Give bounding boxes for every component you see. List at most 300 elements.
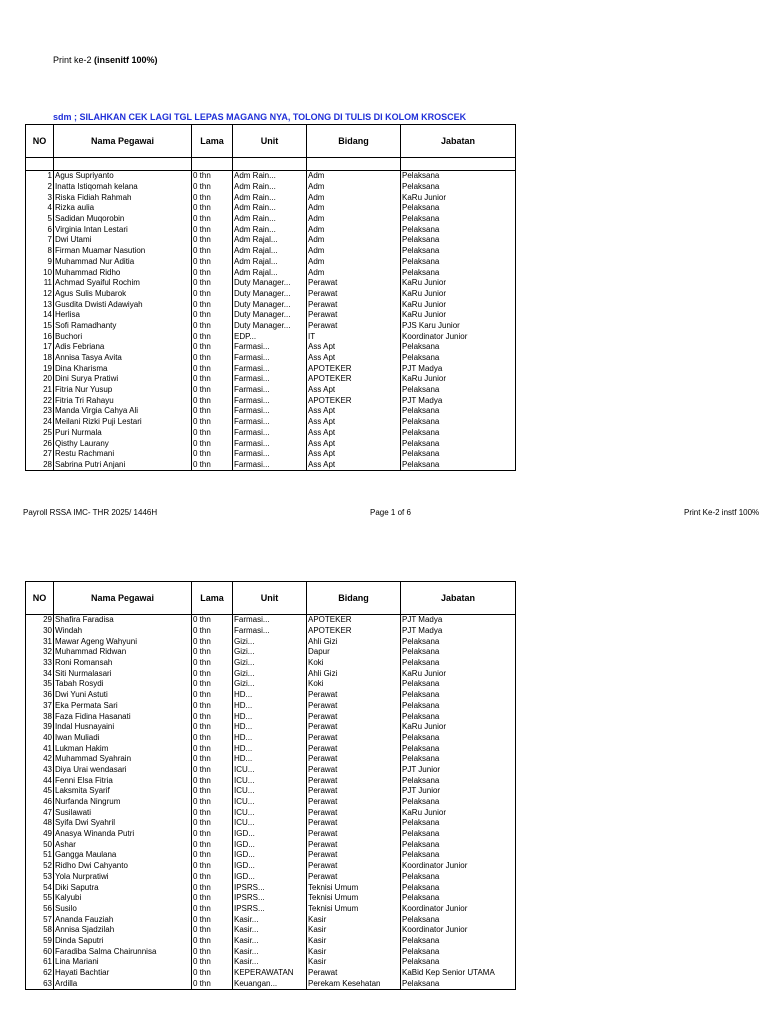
cell-bidang: Perawat — [307, 861, 401, 872]
cell-nama-pegawai: Annisa Tasya Avita — [54, 353, 192, 364]
cell-jabatan: KaRu Junior — [401, 374, 516, 385]
cell-bidang: Perawat — [307, 829, 401, 840]
cell-nama-pegawai: Dina Kharisma — [54, 363, 192, 374]
cell-jabatan: Pelaksana — [401, 257, 516, 268]
cell-no: 23 — [26, 406, 54, 417]
cell-lama: 0 thn — [192, 925, 233, 936]
cell-unit: Adm Rain... — [233, 171, 307, 182]
cell-bidang: Perawat — [307, 786, 401, 797]
cell-jabatan: Pelaksana — [401, 850, 516, 861]
cell-no: 10 — [26, 267, 54, 278]
cell-bidang: Perawat — [307, 872, 401, 883]
cell-lama: 0 thn — [192, 775, 233, 786]
cell-bidang: Perawat — [307, 299, 401, 310]
cell-lama: 0 thn — [192, 203, 233, 214]
table-row — [26, 449, 516, 460]
cell-unit: IGD... — [233, 839, 307, 850]
cell-jabatan: KaBid Kep Senior UTAMA — [401, 968, 516, 979]
cell-bidang: Koki — [307, 658, 401, 669]
cell-bidang: IT — [307, 331, 401, 342]
cell-bidang: Perawat — [307, 775, 401, 786]
table-row — [26, 321, 516, 332]
cell-lama: 0 thn — [192, 257, 233, 268]
cell-lama: 0 thn — [192, 861, 233, 872]
cell-jabatan: Pelaksana — [401, 839, 516, 850]
cell-no: 40 — [26, 733, 54, 744]
table-row — [26, 615, 516, 626]
cell-unit: Farmasi... — [233, 449, 307, 460]
cell-lama: 0 thn — [192, 460, 233, 471]
table-row — [26, 246, 516, 257]
cell-lama: 0 thn — [192, 278, 233, 289]
cell-unit: IPSRS... — [233, 904, 307, 915]
table-row — [26, 647, 516, 658]
cell-no: 49 — [26, 829, 54, 840]
cell-bidang: Perawat — [307, 754, 401, 765]
cell-bidang: Perawat — [307, 711, 401, 722]
cell-unit: IGD... — [233, 829, 307, 840]
cell-nama-pegawai: Gangga Maulana — [54, 850, 192, 861]
cell-bidang: Adm — [307, 267, 401, 278]
cell-nama-pegawai: Laksmita Syarif — [54, 786, 192, 797]
cell-lama: 0 thn — [192, 701, 233, 712]
cell-unit: Kasir... — [233, 957, 307, 968]
cell-no: 4 — [26, 203, 54, 214]
print-note-prefix: Print ke-2 — [53, 55, 92, 65]
table-row — [26, 636, 516, 647]
table-row — [26, 925, 516, 936]
cell-lama: 0 thn — [192, 615, 233, 626]
cell-jabatan: KaRu Junior — [401, 289, 516, 300]
cell-jabatan: Pelaksana — [401, 438, 516, 449]
cell-jabatan: KaRu Junior — [401, 668, 516, 679]
cell-lama: 0 thn — [192, 342, 233, 353]
cell-lama: 0 thn — [192, 385, 233, 396]
cell-no: 11 — [26, 278, 54, 289]
cell-nama-pegawai: Diya Urai wendasari — [54, 765, 192, 776]
cell-lama: 0 thn — [192, 182, 233, 193]
cell-nama-pegawai: Lina Mariani — [54, 957, 192, 968]
cell-unit: Adm Rain... — [233, 203, 307, 214]
cell-bidang: Ass Apt — [307, 460, 401, 471]
cell-lama: 0 thn — [192, 246, 233, 257]
cell-no: 60 — [26, 946, 54, 957]
cell-unit: Farmasi... — [233, 363, 307, 374]
cell-jabatan: PJT Madya — [401, 626, 516, 637]
cell-nama-pegawai: Inatta Istiqomah kelana — [54, 182, 192, 193]
table-row — [26, 679, 516, 690]
cell-jabatan: Pelaksana — [401, 658, 516, 669]
cell-jabatan: Pelaksana — [401, 385, 516, 396]
table-row — [26, 668, 516, 679]
cell-bidang: Perawat — [307, 807, 401, 818]
cell-no: 5 — [26, 214, 54, 225]
cell-lama: 0 thn — [192, 214, 233, 225]
cell-bidang: Teknisi Umum — [307, 893, 401, 904]
cell-jabatan: KaRu Junior — [401, 310, 516, 321]
cell-jabatan: Pelaksana — [401, 946, 516, 957]
cell-unit: ICU... — [233, 807, 307, 818]
cell-bidang: Perekam Kesehatan — [307, 978, 401, 989]
cell-lama: 0 thn — [192, 374, 233, 385]
cell-bidang: Perawat — [307, 278, 401, 289]
cell-unit: Duty Manager... — [233, 310, 307, 321]
cell-unit: HD... — [233, 722, 307, 733]
table-row — [26, 257, 516, 268]
cell-unit: KEPERAWATAN — [233, 968, 307, 979]
cell-no: 22 — [26, 395, 54, 406]
cell-bidang: Teknisi Umum — [307, 904, 401, 915]
cell-nama-pegawai: Nurfanda Ningrum — [54, 797, 192, 808]
table-row — [26, 385, 516, 396]
cell-no: 52 — [26, 861, 54, 872]
cell-no: 25 — [26, 428, 54, 439]
cell-nama-pegawai: Muhammad Ridho — [54, 267, 192, 278]
cell-nama-pegawai: Agus Supriyanto — [54, 171, 192, 182]
cell-jabatan: KaRu Junior — [401, 722, 516, 733]
cell-no: 62 — [26, 968, 54, 979]
table-row — [26, 224, 516, 235]
table-row — [26, 882, 516, 893]
cell-jabatan: Pelaksana — [401, 171, 516, 182]
header-jabatan: Jabatan — [401, 125, 516, 158]
cell-nama-pegawai: Sabrina Putri Anjani — [54, 460, 192, 471]
cell-lama: 0 thn — [192, 946, 233, 957]
table-row — [26, 850, 516, 861]
header-unit: Unit — [233, 125, 307, 158]
table-row — [26, 957, 516, 968]
cell-jabatan: PJT Madya — [401, 363, 516, 374]
cell-bidang: Perawat — [307, 289, 401, 300]
cell-nama-pegawai: Herlisa — [54, 310, 192, 321]
cell-nama-pegawai: Iwan Muliadi — [54, 733, 192, 744]
cell-lama: 0 thn — [192, 786, 233, 797]
cell-jabatan: Pelaksana — [401, 679, 516, 690]
table-row — [26, 861, 516, 872]
cell-nama-pegawai: Faradiba Salma Chairunnisa — [54, 946, 192, 957]
cell-no: 15 — [26, 321, 54, 332]
cell-jabatan: KaRu Junior — [401, 807, 516, 818]
cell-nama-pegawai: Ridho Dwi Cahyanto — [54, 861, 192, 872]
cell-bidang: APOTEKER — [307, 395, 401, 406]
cell-unit: ICU... — [233, 775, 307, 786]
header-no: NO — [26, 125, 54, 158]
cell-nama-pegawai: Restu Rachmani — [54, 449, 192, 460]
table-row — [26, 395, 516, 406]
cell-no: 26 — [26, 438, 54, 449]
cell-jabatan: Pelaksana — [401, 957, 516, 968]
cell-lama: 0 thn — [192, 417, 233, 428]
cell-nama-pegawai: Windah — [54, 626, 192, 637]
table-row — [26, 946, 516, 957]
cell-unit: IPSRS... — [233, 882, 307, 893]
cell-lama: 0 thn — [192, 224, 233, 235]
cell-unit: Kasir... — [233, 925, 307, 936]
table-row — [26, 807, 516, 818]
cell-bidang: Perawat — [307, 310, 401, 321]
table-row — [26, 363, 516, 374]
cell-bidang: Teknisi Umum — [307, 882, 401, 893]
cell-unit: HD... — [233, 733, 307, 744]
cell-nama-pegawai: Gusdita Dwisti Adawiyah — [54, 299, 192, 310]
cell-bidang: Perawat — [307, 733, 401, 744]
cell-lama: 0 thn — [192, 310, 233, 321]
cell-jabatan: Pelaksana — [401, 636, 516, 647]
employee-table-page-2 — [25, 581, 516, 990]
cell-unit: Adm Rain... — [233, 224, 307, 235]
header-nama-pegawai: Nama Pegawai — [54, 125, 192, 158]
cell-no: 7 — [26, 235, 54, 246]
cell-nama-pegawai: Anasya Winanda Putri — [54, 829, 192, 840]
cell-jabatan: Pelaksana — [401, 203, 516, 214]
cell-jabatan: Pelaksana — [401, 882, 516, 893]
cell-lama: 0 thn — [192, 957, 233, 968]
table-row — [26, 438, 516, 449]
cell-no: 47 — [26, 807, 54, 818]
cell-nama-pegawai: Ashar — [54, 839, 192, 850]
cell-no: 51 — [26, 850, 54, 861]
cell-jabatan: PJT Junior — [401, 786, 516, 797]
cell-bidang: Ass Apt — [307, 385, 401, 396]
cell-unit: Farmasi... — [233, 385, 307, 396]
cell-lama: 0 thn — [192, 978, 233, 989]
cell-unit: Gizi... — [233, 668, 307, 679]
cell-no: 44 — [26, 775, 54, 786]
print-note — [53, 55, 158, 65]
cell-unit: Adm Rajal... — [233, 246, 307, 257]
cell-unit: ICU... — [233, 786, 307, 797]
cell-jabatan: Pelaksana — [401, 914, 516, 925]
cell-jabatan: Pelaksana — [401, 978, 516, 989]
cell-lama: 0 thn — [192, 406, 233, 417]
cell-nama-pegawai: Lukman Hakim — [54, 743, 192, 754]
cell-jabatan: Pelaksana — [401, 743, 516, 754]
cell-unit: Farmasi... — [233, 417, 307, 428]
cell-bidang: APOTEKER — [307, 374, 401, 385]
cell-lama: 0 thn — [192, 321, 233, 332]
header-bidang: Bidang — [307, 582, 401, 615]
spacer-row — [26, 158, 516, 171]
cell-bidang: Adm — [307, 171, 401, 182]
cell-bidang: Adm — [307, 182, 401, 193]
cell-jabatan: KaRu Junior — [401, 278, 516, 289]
cell-nama-pegawai: Mawar Ageng Wahyuni — [54, 636, 192, 647]
cell-unit: HD... — [233, 701, 307, 712]
cell-unit: ICU... — [233, 765, 307, 776]
table-row — [26, 775, 516, 786]
cell-bidang: Perawat — [307, 321, 401, 332]
cell-unit: HD... — [233, 690, 307, 701]
cell-lama: 0 thn — [192, 235, 233, 246]
header-lama: Lama — [192, 125, 233, 158]
table-row — [26, 690, 516, 701]
cell-bidang: Perawat — [307, 722, 401, 733]
cell-lama: 0 thn — [192, 711, 233, 722]
cell-nama-pegawai: Yola Nurpratiwi — [54, 872, 192, 883]
cell-jabatan: Pelaksana — [401, 711, 516, 722]
cell-nama-pegawai: Ardilla — [54, 978, 192, 989]
cell-jabatan: PJT Madya — [401, 395, 516, 406]
cell-nama-pegawai: Hayati Bachtiar — [54, 968, 192, 979]
cell-no: 55 — [26, 893, 54, 904]
cell-bidang: Perawat — [307, 968, 401, 979]
cell-lama: 0 thn — [192, 743, 233, 754]
table-row — [26, 733, 516, 744]
cell-lama: 0 thn — [192, 192, 233, 203]
cell-nama-pegawai: Eka Permata Sari — [54, 701, 192, 712]
table-header-row — [26, 125, 516, 158]
cell-unit: Farmasi... — [233, 438, 307, 449]
cell-lama: 0 thn — [192, 968, 233, 979]
cell-bidang: Perawat — [307, 797, 401, 808]
cell-unit: IGD... — [233, 861, 307, 872]
cell-nama-pegawai: Muhammad Ridwan — [54, 647, 192, 658]
cell-no: 24 — [26, 417, 54, 428]
cell-lama: 0 thn — [192, 839, 233, 850]
cell-nama-pegawai: Dwi Utami — [54, 235, 192, 246]
cell-bidang: Ass Apt — [307, 353, 401, 364]
cell-no: 57 — [26, 914, 54, 925]
cell-unit: Duty Manager... — [233, 289, 307, 300]
cell-unit: Gizi... — [233, 647, 307, 658]
cell-lama: 0 thn — [192, 882, 233, 893]
cell-unit: Adm Rain... — [233, 214, 307, 225]
cell-lama: 0 thn — [192, 438, 233, 449]
cell-jabatan: Pelaksana — [401, 235, 516, 246]
cell-jabatan: Pelaksana — [401, 417, 516, 428]
cell-lama: 0 thn — [192, 428, 233, 439]
cell-nama-pegawai: Susilo — [54, 904, 192, 915]
cell-nama-pegawai: Agus Sulis Mubarok — [54, 289, 192, 300]
cell-nama-pegawai: Sofi Ramadhanty — [54, 321, 192, 332]
cell-jabatan: Pelaksana — [401, 267, 516, 278]
cell-unit: ICU... — [233, 818, 307, 829]
cell-bidang: Ass Apt — [307, 428, 401, 439]
header-bidang: Bidang — [307, 125, 401, 158]
cell-jabatan: Pelaksana — [401, 893, 516, 904]
cell-lama: 0 thn — [192, 904, 233, 915]
table-row — [26, 310, 516, 321]
cell-bidang: Perawat — [307, 765, 401, 776]
footer-right: Print Ke-2 instf 100% — [684, 508, 760, 517]
cell-jabatan: Pelaksana — [401, 428, 516, 439]
cell-nama-pegawai: Dwi Yuni Astuti — [54, 690, 192, 701]
cell-jabatan: Pelaksana — [401, 797, 516, 808]
cell-lama: 0 thn — [192, 733, 233, 744]
table-row — [26, 171, 516, 182]
cell-unit: Keuangan... — [233, 978, 307, 989]
cell-lama: 0 thn — [192, 893, 233, 904]
cell-no: 2 — [26, 182, 54, 193]
cell-no: 46 — [26, 797, 54, 808]
cell-bidang: APOTEKER — [307, 363, 401, 374]
cell-lama: 0 thn — [192, 395, 233, 406]
cell-unit: Kasir... — [233, 946, 307, 957]
cell-nama-pegawai: Fitria Nur Yusup — [54, 385, 192, 396]
cell-lama: 0 thn — [192, 850, 233, 861]
cell-jabatan: Pelaksana — [401, 353, 516, 364]
cell-lama: 0 thn — [192, 829, 233, 840]
cell-no: 21 — [26, 385, 54, 396]
cell-lama: 0 thn — [192, 807, 233, 818]
cell-no: 27 — [26, 449, 54, 460]
cell-jabatan: PJS Karu Junior — [401, 321, 516, 332]
cell-jabatan: Koordinator Junior — [401, 861, 516, 872]
cell-unit: Duty Manager... — [233, 321, 307, 332]
table-row — [26, 428, 516, 439]
cell-jabatan: Pelaksana — [401, 246, 516, 257]
cell-lama: 0 thn — [192, 267, 233, 278]
cell-no: 12 — [26, 289, 54, 300]
table-row — [26, 786, 516, 797]
cell-bidang: Adm — [307, 192, 401, 203]
cell-bidang: APOTEKER — [307, 615, 401, 626]
cell-lama: 0 thn — [192, 363, 233, 374]
cell-bidang: Perawat — [307, 850, 401, 861]
cell-no: 39 — [26, 722, 54, 733]
header-unit: Unit — [233, 582, 307, 615]
table-row — [26, 353, 516, 364]
cell-nama-pegawai: Susilawati — [54, 807, 192, 818]
cell-bidang: Ahli Gizi — [307, 636, 401, 647]
cell-bidang: Perawat — [307, 818, 401, 829]
footer-left: Payroll RSSA IMC- THR 2025/ 1446H — [23, 508, 158, 517]
cell-unit: Farmasi... — [233, 406, 307, 417]
cell-nama-pegawai: Firman Muamar Nasution — [54, 246, 192, 257]
cell-nama-pegawai: Kalyubi — [54, 893, 192, 904]
cell-jabatan: Pelaksana — [401, 701, 516, 712]
cell-no: 42 — [26, 754, 54, 765]
cell-lama: 0 thn — [192, 765, 233, 776]
employee-table-page-1 — [25, 124, 516, 471]
header-nama-pegawai: Nama Pegawai — [54, 582, 192, 615]
cell-bidang: Adm — [307, 224, 401, 235]
table-row — [26, 936, 516, 947]
cell-lama: 0 thn — [192, 722, 233, 733]
cell-no: 54 — [26, 882, 54, 893]
table-row — [26, 278, 516, 289]
cell-unit: Farmasi... — [233, 374, 307, 385]
table-row — [26, 289, 516, 300]
cell-no: 1 — [26, 171, 54, 182]
cell-bidang: Adm — [307, 203, 401, 214]
cell-jabatan: Pelaksana — [401, 818, 516, 829]
cell-nama-pegawai: Muhammad Syahrain — [54, 754, 192, 765]
cell-bidang: APOTEKER — [307, 626, 401, 637]
cell-bidang: Kasir — [307, 914, 401, 925]
table-row — [26, 872, 516, 883]
cell-unit: EDP... — [233, 331, 307, 342]
cell-unit: Farmasi... — [233, 353, 307, 364]
cell-nama-pegawai: Faza Fidina Hasanati — [54, 711, 192, 722]
cell-nama-pegawai: Virginia Intan Lestari — [54, 224, 192, 235]
cell-no: 8 — [26, 246, 54, 257]
cell-bidang: Perawat — [307, 701, 401, 712]
cell-no: 63 — [26, 978, 54, 989]
cell-nama-pegawai: Rizka aulia — [54, 203, 192, 214]
cell-no: 56 — [26, 904, 54, 915]
cell-nama-pegawai: Ananda Fauziah — [54, 914, 192, 925]
cell-no: 36 — [26, 690, 54, 701]
cell-unit: Kasir... — [233, 914, 307, 925]
cell-no: 35 — [26, 679, 54, 690]
cell-no: 6 — [26, 224, 54, 235]
cell-unit: Gizi... — [233, 636, 307, 647]
cell-unit: Adm Rajal... — [233, 235, 307, 246]
table-row — [26, 203, 516, 214]
cell-nama-pegawai: Adis Febriana — [54, 342, 192, 353]
table-row — [26, 331, 516, 342]
